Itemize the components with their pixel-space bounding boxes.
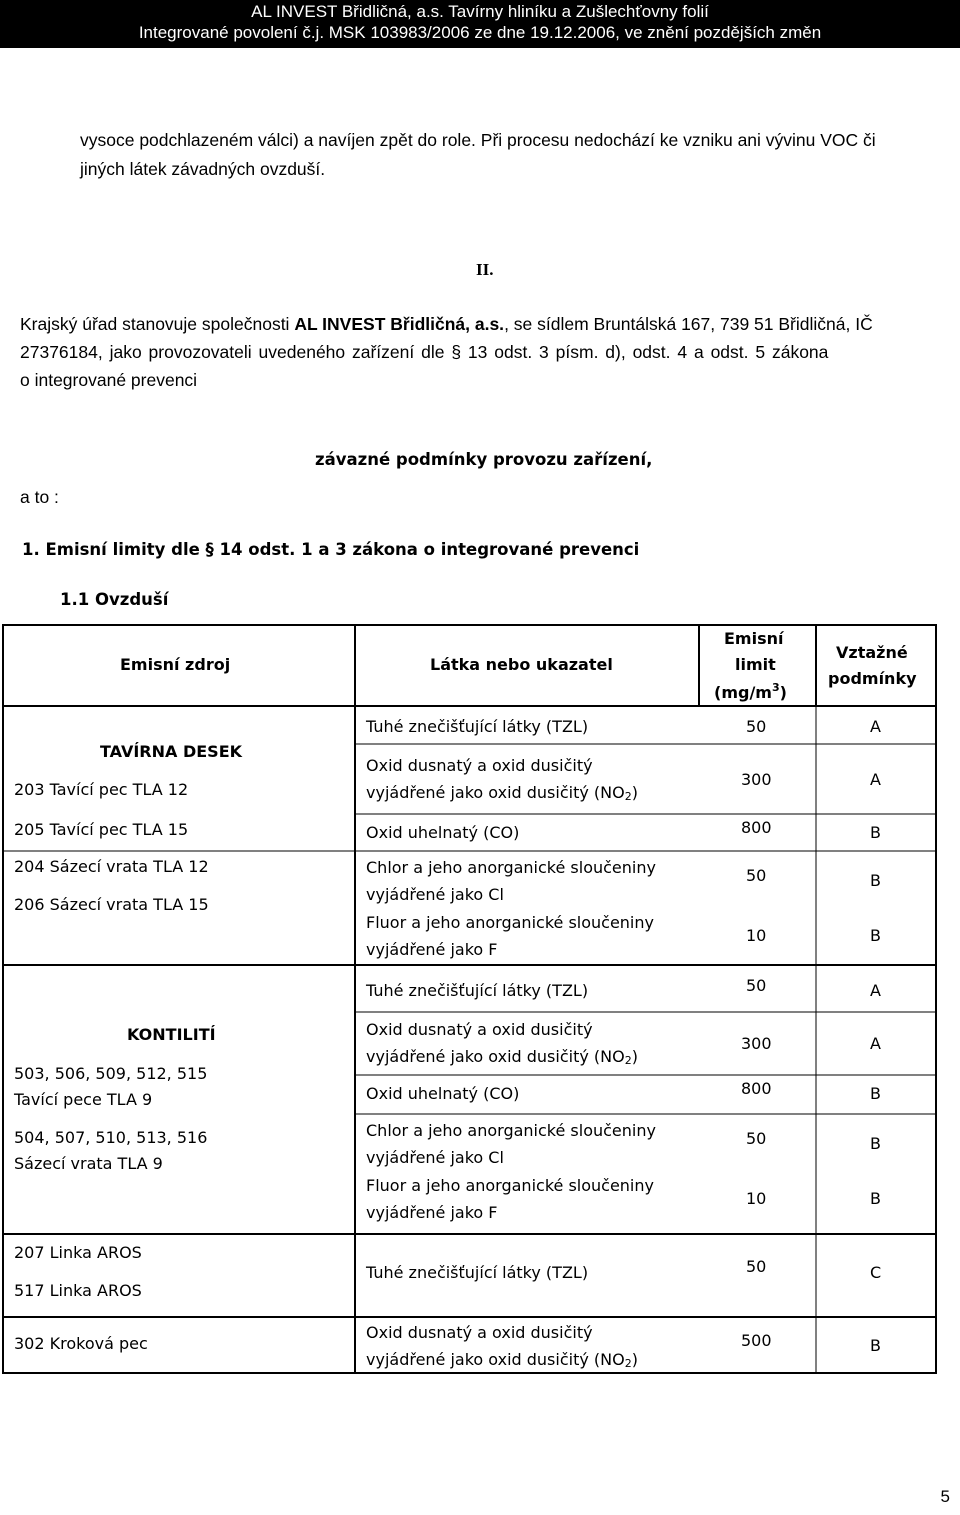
header-limit-line-1: Emisní <box>724 629 784 648</box>
nox-subscript: 2 <box>624 1054 632 1067</box>
nox-text: vyjádřené jako oxid dusičitý (NO <box>366 1350 625 1369</box>
group-title-kontiliti: KONTILITÍ <box>127 1025 216 1044</box>
g2-substance-nox-line-2 <box>366 1047 638 1067</box>
nox-close: ) <box>631 783 638 802</box>
g2-limit-nox: 300 <box>741 1034 772 1053</box>
g1-limit-cl: 50 <box>746 866 767 885</box>
g1-substance-f-line-1: Fluor a jeho anorganické sloučeniny <box>366 913 654 932</box>
g2-substance-nox-line-1: Oxid dusnatý a oxid dusičitý <box>366 1020 593 1039</box>
g4-substance-nox-line-1: Oxid dusnatý a oxid dusičitý <box>366 1323 593 1342</box>
g1-substance-co: Oxid uhelnatý (CO) <box>366 823 520 842</box>
g2-limit-co: 800 <box>741 1079 772 1098</box>
g1-ref-cl: B <box>870 871 881 890</box>
chapter-1-heading: 1. Emisní limity dle § 14 odst. 1 a 3 zákona o integrované prevenci <box>22 540 640 559</box>
g2-ref-tzl: A <box>870 981 881 1000</box>
source-203: 203 Tavící pec TLA 12 <box>14 780 189 799</box>
g1-limit-tzl: 50 <box>746 717 767 736</box>
decision-line-2: 27376184, jako provozovateli uvedeného zařízení dle § 13 odst. 3 písm. d), odst. 4 a odst. 5 zákona <box>20 342 829 362</box>
header-limit-line-2: limit <box>735 655 776 674</box>
unit-text: (mg/m <box>714 683 772 702</box>
source-205: 205 Tavící pec TLA 15 <box>14 820 189 839</box>
binding-conditions-title: závazné podmínky provozu zařízení, <box>315 450 653 469</box>
g2-substance-cl-line-1: Chlor a jeho anorganické sloučeniny <box>366 1121 656 1140</box>
g1-ref-nox: A <box>870 770 881 789</box>
g2-ref-f: B <box>870 1189 881 1208</box>
g1-substance-cl-line-2: vyjádřené jako Cl <box>366 885 504 904</box>
company-name: AL INVEST Břidličná, a.s. <box>294 314 505 334</box>
source-302: 302 Kroková pec <box>14 1334 148 1353</box>
source-206: 206 Sázecí vrata TLA 15 <box>14 895 209 914</box>
header-limit-unit <box>714 681 787 702</box>
g3-substance-tzl: Tuhé znečišťující látky (TZL) <box>366 1263 589 1282</box>
source-207: 207 Linka AROS <box>14 1243 142 1262</box>
g2-substance-tzl: Tuhé znečišťující látky (TZL) <box>366 981 589 1000</box>
subchapter-1-1-heading: 1.1 Ovzduší <box>60 590 169 609</box>
nox-text: vyjádřené jako oxid dusičitý (NO <box>366 1047 625 1066</box>
decision-line-1 <box>20 314 873 335</box>
unit-exponent: 3 <box>771 681 780 694</box>
g1-ref-co: B <box>870 823 881 842</box>
header-reference-line-2: podmínky <box>828 669 917 688</box>
g3-ref-tzl: C <box>870 1263 882 1282</box>
header-emission-source: Emisní zdroj <box>120 655 231 674</box>
nox-text: vyjádřené jako oxid dusičitý (NO <box>366 783 625 802</box>
g1-limit-co: 800 <box>741 818 772 837</box>
header-line-2: Integrované povolení č.j. MSK 103983/2006 ze dne 19.12.2006, ve znění pozdějších změn <box>138 23 822 42</box>
g2-limit-cl: 50 <box>746 1129 767 1148</box>
a-to-label: a to : <box>20 487 59 507</box>
g1-limit-nox: 300 <box>741 770 772 789</box>
intro-line-1: vysoce podchlazeném válci) a navíjen zpět do role. Při procesu nedochází ke vzniku ani vývinu VOC či <box>80 130 876 150</box>
g2-ref-co: B <box>870 1084 881 1103</box>
nox-close: ) <box>631 1047 638 1066</box>
section-heading: II. <box>476 260 494 279</box>
header-line-1: AL INVEST Břidličná, a.s. Tavírny hliníku a Zušlechťovny folií <box>251 2 709 21</box>
unit-close: ) <box>779 683 787 702</box>
g2-substance-cl-line-2: vyjádřené jako Cl <box>366 1148 504 1167</box>
g1-substance-tzl: Tuhé znečišťující látky (TZL) <box>366 717 589 736</box>
g1-substance-cl-line-1: Chlor a jeho anorganické sloučeniny <box>366 858 656 877</box>
g2-substance-f-line-2: vyjádřené jako F <box>366 1203 498 1222</box>
source-204: 204 Sázecí vrata TLA 12 <box>14 857 209 876</box>
document-header <box>0 0 960 48</box>
g1-substance-nox-line-1: Oxid dusnatý a oxid dusičitý <box>366 756 593 775</box>
g4-ref-nox: B <box>870 1336 881 1355</box>
g1-substance-f-line-2: vyjádřené jako F <box>366 940 498 959</box>
header-reference-line-1: Vztažné <box>836 643 908 662</box>
g2-substance-co: Oxid uhelnatý (CO) <box>366 1084 520 1103</box>
g1-ref-tzl: A <box>870 717 881 736</box>
intro-line-2: jiných látek závadných ovzduší. <box>80 159 326 179</box>
source-503-line-1: 503, 506, 509, 512, 515 <box>14 1064 208 1083</box>
source-504-line-2: Sázecí vrata TLA 9 <box>14 1154 163 1173</box>
g3-limit-tzl: 50 <box>746 1257 767 1276</box>
source-503-line-2: Tavící pece TLA 9 <box>14 1090 153 1109</box>
decision-line-1-end: , se sídlem Bruntálská 167, 739 51 Břidličná, IČ <box>504 314 873 334</box>
g4-substance-nox-line-2 <box>366 1350 638 1370</box>
nox-subscript: 2 <box>624 1357 632 1370</box>
decision-line-3: o integrované prevenci <box>20 370 198 390</box>
nox-subscript: 2 <box>624 790 632 803</box>
g2-ref-cl: B <box>870 1134 881 1153</box>
source-504-line-1: 504, 507, 510, 513, 516 <box>14 1128 208 1147</box>
source-517: 517 Linka AROS <box>14 1281 142 1300</box>
nox-close: ) <box>631 1350 638 1369</box>
g1-limit-f: 10 <box>746 926 767 945</box>
header-substance: Látka nebo ukazatel <box>430 655 613 674</box>
g2-ref-nox: A <box>870 1034 881 1053</box>
page-number: 5 <box>940 1487 950 1506</box>
g2-limit-tzl: 50 <box>746 976 767 995</box>
g2-limit-f: 10 <box>746 1189 767 1208</box>
g4-limit-nox: 500 <box>741 1331 772 1350</box>
g2-substance-f-line-1: Fluor a jeho anorganické sloučeniny <box>366 1176 654 1195</box>
g1-ref-f: B <box>870 926 881 945</box>
decision-line-1-start: Krajský úřad stanovuje společnosti <box>20 314 295 334</box>
group-title-tavirna-desek: TAVÍRNA DESEK <box>100 742 243 761</box>
g1-substance-nox-line-2 <box>366 783 638 803</box>
